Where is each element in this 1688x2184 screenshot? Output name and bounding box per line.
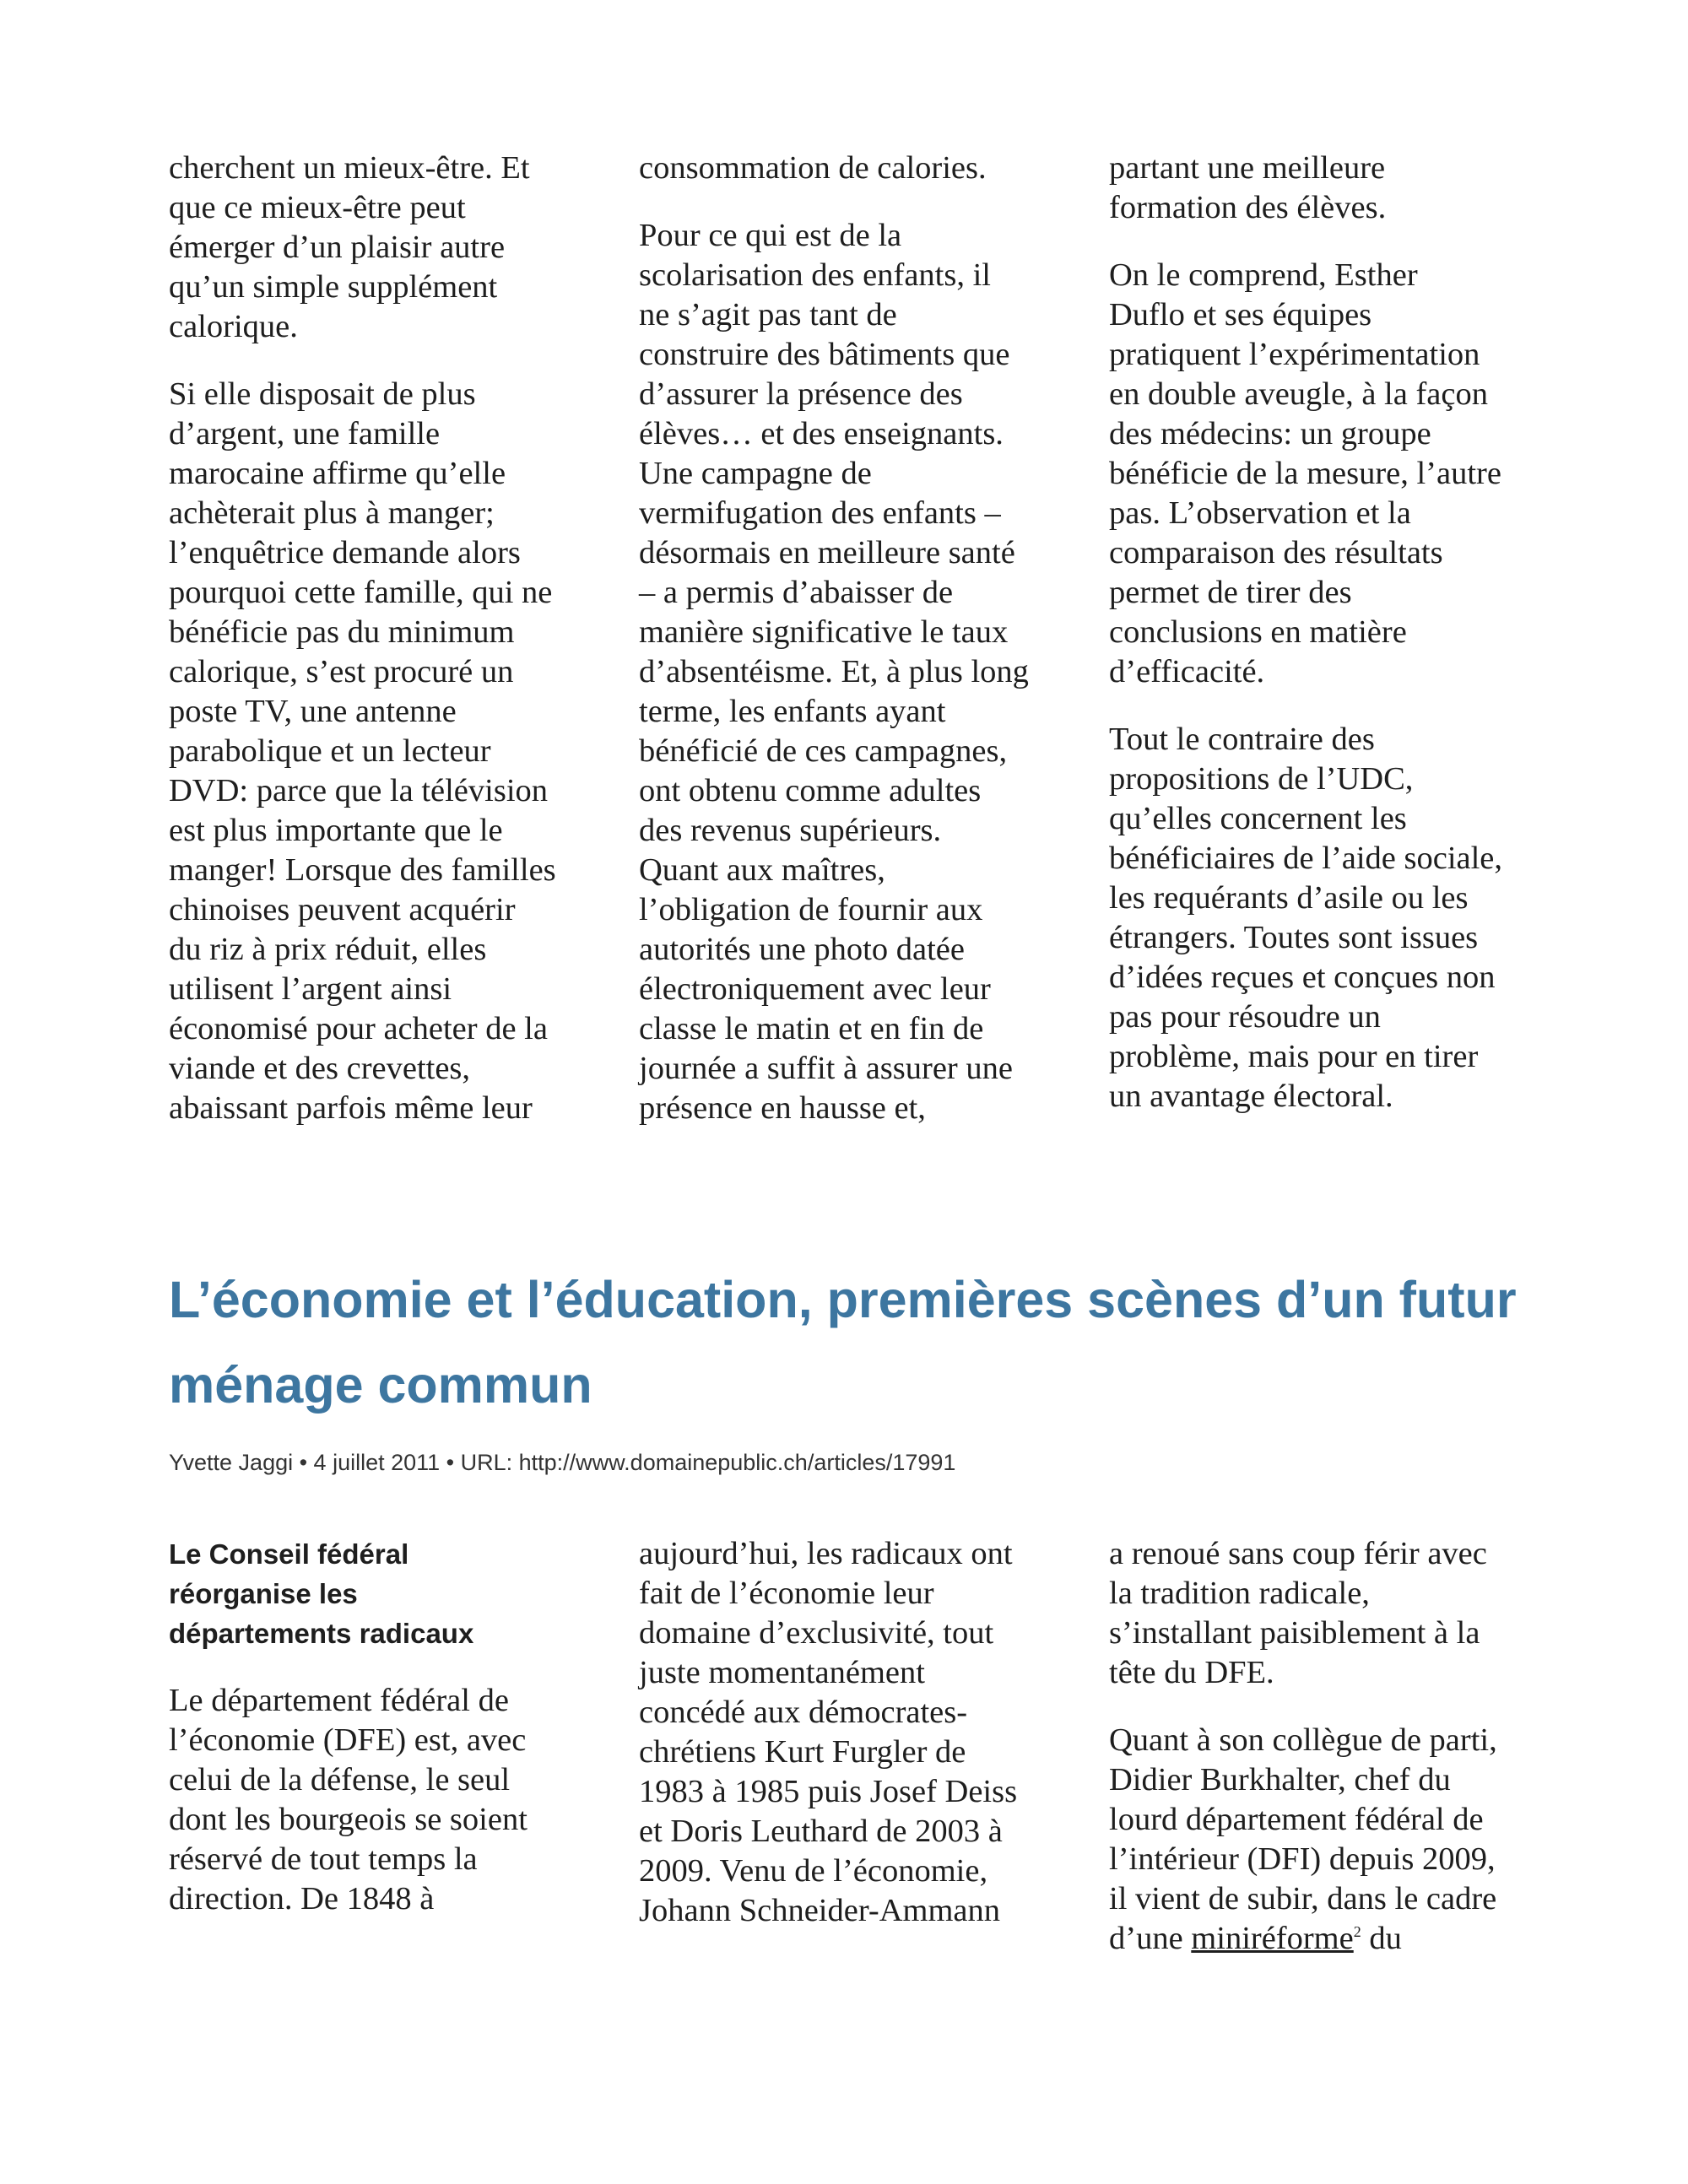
paragraph: cherchent un mieux-être. Et que ce mieux-être peut émerger d’un plaisir autre qu’un simple supplément calorique.: [169, 150, 530, 344]
paragraph: consommation de calories.: [639, 150, 987, 186]
paragraph: aujourd’hui, les radicaux ont fait de l’économie leur domaine d’exclusivité, tout juste momentanément concédé aux démocrates- chrétiens Kurt Furgler de 1983 à 1985 puis Josef Deiss et Doris Leuthard de 2003 à 2009. Venu de l’économie, Johann Schneider-Ammann: [639, 1536, 1018, 1928]
article-column-2: [639, 1534, 1078, 1931]
paragraph: partant une meilleure formation des élèves.: [1109, 150, 1387, 225]
paragraph: On le comprend, Esther Duflo et ses équipes pratiquent l’expérimentation en double aveugle, à la façon des médecins: un groupe bénéficie de la mesure, l’autre pas. L’observation et la comparaison des résultats permet de tirer des conclusions en matière d’efficacité.: [1109, 257, 1501, 689]
footnote-marker[interactable]: 2: [1353, 1923, 1361, 1941]
paragraph: Si elle disposait de plus d’argent, une famille marocaine affirme qu’elle achèterait plus à manger; l’enquêtrice demande alors pourquoi cette famille, qui ne bénéficie pas du minimum calorique, s’est procuré un poste TV, une antenne parabolique et un lecteur DVD: parce que la télévision est plus importante que le manger! Lorsque des familles chinoises peuvent acquérir du riz à prix réduit, elles utilisent l’argent ainsi économisé pour acheter de la viande et des crevettes, abaissant parfois même leur: [169, 376, 556, 1126]
upper-column-3: [1109, 149, 1548, 1116]
article-byline: Yvette Jaggi • 4 juillet 2011 • URL: http://www.domainepublic.ch/articles/17991: [169, 1450, 956, 1475]
paragraph-text: Quant à son collègue de parti, Didier Burkhalter, chef du lourd département fédéral de l’intérieur (DFI) depuis 2009, il vient de subir, dans le cadre d’une: [1109, 1722, 1497, 1956]
paragraph: Pour ce qui est de la scolarisation des enfants, il ne s’agit pas tant de construire des bâtiments que d’assurer la présence des élèves… et des enseignants. Une campagne de vermifugation des enfants – désormais en meilleure santé – a permis d’abaisser de manière significative le taux d’absentéisme. Et, à plus long terme, les enfants ayant bénéficié de ces campagnes, ont obtenu comme adultes des revenus supérieurs. Quant aux maîtres, l’obligation de fournir aux autorités une photo datée électroniquement avec leur classe le matin et en fin de journée a suffit à assurer une présence en hausse et,: [639, 218, 1029, 1126]
article-column-1: [169, 1534, 608, 1919]
section-subheading: Le Conseil fédéral réorganise les départements radicaux: [169, 1538, 474, 1649]
minireforme-link[interactable]: miniréforme: [1191, 1921, 1354, 1956]
paragraph-text-end: du: [1361, 1921, 1402, 1956]
paragraph-with-link: [1109, 1721, 1548, 1959]
upper-column-1: [169, 149, 608, 1128]
paragraph: Le département fédéral de l’économie (DFE) est, avec celui de la défense, le seul dont les bourgeois se soient réservé de tout temps la direction. De 1848 à: [169, 1683, 528, 1916]
article-column-3: [1109, 1534, 1548, 1959]
upper-column-2: [639, 149, 1078, 1128]
article-title: L’économie et l’éducation, premières scènes d’un futur ménage commun: [169, 1271, 1517, 1414]
paragraph: a renoué sans coup férir avec la tradition radicale, s’installant paisiblement à la tête du DFE.: [1109, 1536, 1487, 1690]
paragraph: Tout le contraire des propositions de l’UDC, qu’elles concernent les bénéficiaires de l’aide sociale, les requérants d’asile ou les étrangers. Toutes sont issues d’idées reçues et conçues non pas pour résoudre un problème, mais pour en tirer un avantage électoral.: [1109, 722, 1503, 1114]
